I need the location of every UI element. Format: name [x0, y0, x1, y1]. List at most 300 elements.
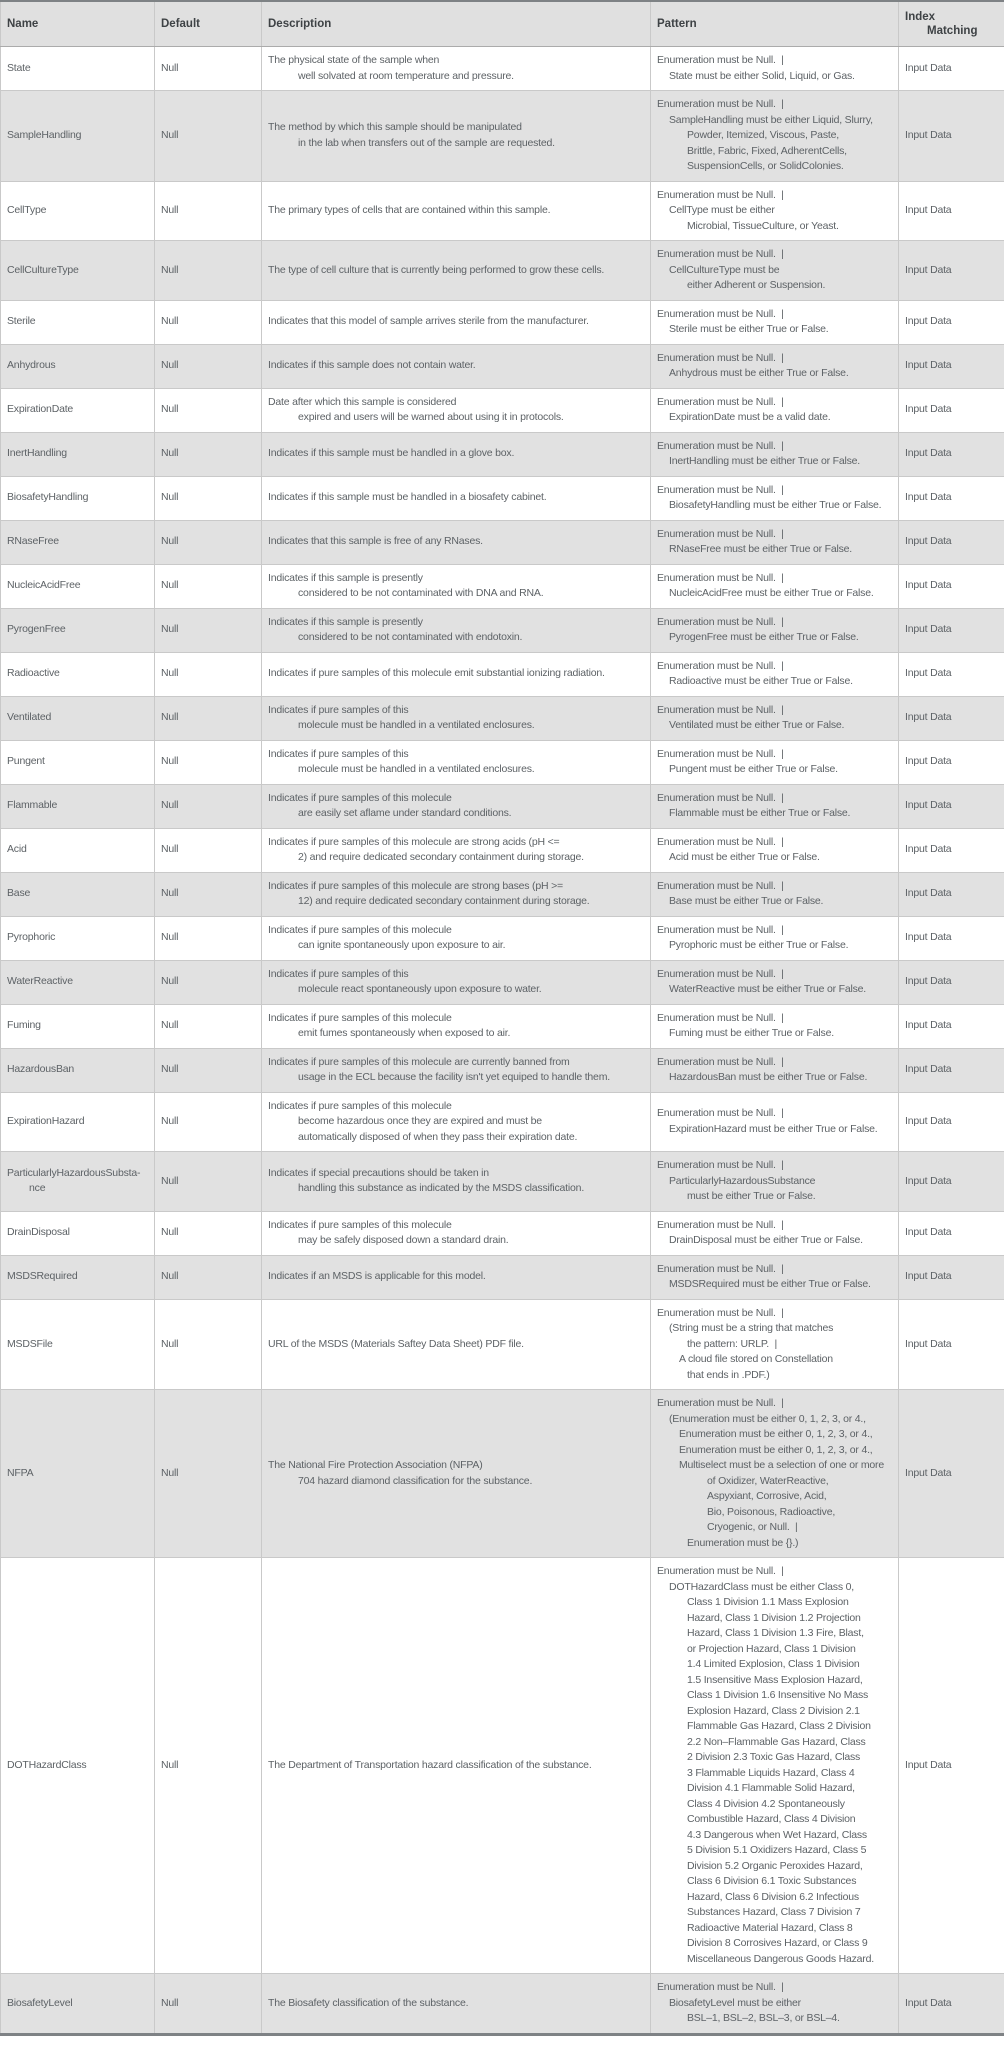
- cell-default: [155, 828, 262, 872]
- text-line: 1.5 Insensitive Mass Explosion Hazard,: [687, 1673, 863, 1686]
- table-row: [1, 520, 1004, 564]
- text-line: Input Data: [905, 623, 952, 636]
- text-line: expired and users will be warned about using it in protocols.: [298, 411, 564, 423]
- text-line: Pyrophoric must be either True or False.: [669, 939, 849, 951]
- cell-name: [1, 388, 155, 432]
- text-line: (Enumeration must be either 0, 1, 2, 3, or 4.,: [669, 1412, 866, 1425]
- text-line: 2.2 Non–Flammable Gas Hazard, Class: [687, 1735, 866, 1748]
- cell-description: [262, 1390, 651, 1558]
- text-line: Input Data: [905, 491, 952, 504]
- cell-name: [1, 960, 155, 1004]
- cell-name: [1, 696, 155, 740]
- cell-pattern: [651, 828, 899, 872]
- text-line: Null: [161, 61, 179, 74]
- table-row: [1, 1974, 1004, 2035]
- table-row: [1, 1004, 1004, 1048]
- text-line: Indicates if pure samples of this: [268, 747, 409, 760]
- text-line: Class 1 Division 1.6 Insensitive No Mass: [687, 1689, 869, 1701]
- cell-default: [155, 872, 262, 916]
- cell-default: [155, 1255, 262, 1299]
- text-line: Enumeration must be Null. |: [657, 1565, 784, 1577]
- text-line: Sterile must be either True or False.: [669, 323, 829, 335]
- text-line: SampleHandling: [7, 129, 82, 141]
- cell-default: [155, 300, 262, 344]
- column-header-pattern: [651, 1, 899, 47]
- text-line: 3 Flammable Liquids Hazard, Class 4: [687, 1766, 855, 1779]
- cell-pattern: [651, 652, 899, 696]
- cell-default: [155, 1299, 262, 1390]
- table-row: [1, 872, 1004, 916]
- text-line: 12) and require dedicated secondary containment during storage.: [298, 895, 590, 907]
- text-line: that ends in .PDF.): [687, 1368, 770, 1381]
- cell-index-matching: [899, 1255, 1004, 1299]
- text-line: Input Data: [905, 799, 952, 812]
- cell-description: [262, 828, 651, 872]
- text-line: BiosafetyHandling must be either True or False.: [669, 499, 882, 511]
- text-line: can ignite spontaneously upon exposure to air.: [298, 939, 506, 951]
- cell-pattern: [651, 1092, 899, 1152]
- text-line: nce: [29, 1182, 46, 1195]
- text-line: Input Data: [905, 579, 952, 592]
- table-row: [1, 1048, 1004, 1092]
- text-line: Null: [161, 1226, 179, 1239]
- table-row: [1, 696, 1004, 740]
- table-row: [1, 432, 1004, 476]
- cell-description: [262, 1299, 651, 1390]
- cell-name: [1, 916, 155, 960]
- text-line: Hazard, Class 1 Division 1.2 Projection: [687, 1611, 861, 1624]
- cell-description: [262, 1255, 651, 1299]
- cell-description: [262, 1092, 651, 1152]
- text-line: molecule must be handled in a ventilated enclosures.: [298, 719, 535, 731]
- text-line: Enumeration must be Null. |: [657, 615, 784, 628]
- cell-index-matching: [899, 91, 1004, 182]
- text-line: Ventilated: [7, 711, 52, 724]
- text-line: Aspyxiant, Corrosive, Acid,: [707, 1490, 827, 1502]
- text-line: NucleicAcidFree: [7, 579, 81, 592]
- text-line: Bio, Poisonous, Radioactive,: [707, 1505, 836, 1518]
- text-line: in the lab when transfers out of the sample are requested.: [298, 136, 555, 149]
- cell-name: [1, 241, 155, 301]
- cell-pattern: [651, 1211, 899, 1255]
- cell-name: [1, 1211, 155, 1255]
- text-line: Null: [161, 1337, 179, 1350]
- text-line: The Department of Transportation hazard classification of the substance.: [268, 1758, 592, 1771]
- header-row: [1, 1, 1004, 47]
- cell-default: [155, 388, 262, 432]
- text-line: Index: [905, 11, 936, 23]
- text-line: Input Data: [905, 887, 952, 900]
- text-line: CellCultureType: [7, 263, 79, 276]
- text-line: Indicates if an MSDS is applicable for this model.: [268, 1270, 486, 1283]
- text-line: Null: [161, 975, 179, 988]
- text-line: Enumeration must be Null. |: [657, 527, 784, 540]
- text-line: Input Data: [905, 711, 952, 724]
- cell-pattern: [651, 872, 899, 916]
- text-line: Input Data: [905, 1996, 952, 2009]
- cell-description: [262, 784, 651, 828]
- cell-description: [262, 1004, 651, 1048]
- cell-index-matching: [899, 916, 1004, 960]
- text-line: Null: [161, 711, 179, 724]
- text-line: Enumeration must be Null. |: [657, 791, 784, 804]
- cell-pattern: [651, 344, 899, 388]
- text-line: Date after which this sample is considered: [268, 395, 457, 408]
- text-line: Null: [161, 755, 179, 768]
- text-line: Class 4 Division 4.2 Spontaneously: [687, 1797, 845, 1810]
- text-line: Pyrophoric: [7, 931, 56, 944]
- cell-name: [1, 1048, 155, 1092]
- text-line: usage in the ECL because the facility isn't yet equiped to handle them.: [298, 1071, 610, 1083]
- text-line: Null: [161, 1174, 179, 1187]
- text-line: The type of cell culture that is currently being performed to grow these cells.: [268, 263, 605, 276]
- cell-description: [262, 1558, 651, 1974]
- cell-description: [262, 960, 651, 1004]
- text-line: DrainDisposal: [7, 1226, 70, 1239]
- cell-description: [262, 740, 651, 784]
- cell-index-matching: [899, 1558, 1004, 1974]
- text-line: the pattern: URLP. |: [687, 1337, 777, 1350]
- table-row: [1, 47, 1004, 91]
- text-line: Null: [161, 799, 179, 812]
- text-line: Null: [161, 1115, 179, 1127]
- text-line: BiosafetyLevel: [7, 1996, 73, 2009]
- cell-name: [1, 520, 155, 564]
- text-line: 5 Division 5.1 Oxidizers Hazard, Class 5: [687, 1844, 867, 1856]
- text-line: Pungent: [7, 755, 45, 768]
- column-header-index-matching: [899, 1, 1004, 47]
- text-line: Division 8 Corrosives Hazard, or Class 9: [687, 1937, 868, 1949]
- table-row: [1, 181, 1004, 241]
- text-line: 2) and require dedicated secondary containment during storage.: [298, 851, 584, 863]
- text-line: Brittle, Fabric, Fixed, AdherentCells,: [687, 144, 847, 157]
- text-line: The primary types of cells that are contained within this sample.: [268, 204, 551, 216]
- cell-default: [155, 1092, 262, 1152]
- text-line: DOTHazardClass must be either Class 0,: [669, 1580, 854, 1593]
- text-line: Indicates if this sample must be handled in a biosafety cabinet.: [268, 491, 547, 504]
- table-row: [1, 1092, 1004, 1152]
- cell-default: [155, 432, 262, 476]
- cell-default: [155, 784, 262, 828]
- cell-index-matching: [899, 1152, 1004, 1212]
- text-line: automatically disposed of when they pass their expiration date.: [298, 1130, 578, 1143]
- text-line: Input Data: [905, 1270, 952, 1283]
- text-line: Null: [161, 931, 179, 944]
- cell-index-matching: [899, 872, 1004, 916]
- cell-default: [155, 344, 262, 388]
- cell-index-matching: [899, 828, 1004, 872]
- cell-index-matching: [899, 1211, 1004, 1255]
- text-line: Input Data: [905, 403, 952, 416]
- cell-description: [262, 91, 651, 182]
- cell-index-matching: [899, 476, 1004, 520]
- text-line: handling this substance as indicated by the MSDS classification.: [298, 1182, 585, 1195]
- cell-index-matching: [899, 1299, 1004, 1390]
- text-line: Null: [161, 579, 179, 592]
- text-line: Indicates if this sample does not contain water.: [268, 359, 476, 372]
- text-line: Indicates if pure samples of this molecule: [268, 923, 452, 936]
- cell-index-matching: [899, 652, 1004, 696]
- table-row: [1, 608, 1004, 652]
- text-line: Enumeration must be Null. |: [657, 923, 784, 936]
- text-line: Hazard, Class 1 Division 1.3 Fire, Blast,: [687, 1627, 864, 1639]
- cell-index-matching: [899, 608, 1004, 652]
- text-line: Indicates if pure samples of this: [268, 703, 409, 716]
- cell-pattern: [651, 564, 899, 608]
- text-line: 4.3 Dangerous when Wet Hazard, Class: [687, 1828, 867, 1841]
- column-header-description: [262, 1, 651, 47]
- cell-pattern: [651, 696, 899, 740]
- text-line: Null: [161, 667, 179, 680]
- text-line: Input Data: [905, 931, 952, 944]
- text-line: Ventilated must be either True or False.: [669, 719, 845, 731]
- cell-default: [155, 91, 262, 182]
- text-line: Cryogenic, or Null. |: [707, 1521, 798, 1533]
- table-row: [1, 1152, 1004, 1212]
- text-line: Enumeration must be Null. |: [657, 1981, 784, 1993]
- cell-index-matching: [899, 432, 1004, 476]
- text-line: Enumeration must be Null. |: [657, 1011, 784, 1024]
- text-line: ExpirationHazard: [7, 1115, 85, 1127]
- text-line: Enumeration must be Null. |: [657, 1159, 784, 1171]
- cell-default: [155, 1152, 262, 1212]
- cell-pattern: [651, 241, 899, 301]
- text-line: Class 1 Division 1.1 Mass Explosion: [687, 1596, 849, 1608]
- text-line: emit fumes spontaneously when exposed to air.: [298, 1027, 511, 1039]
- text-line: Null: [161, 1996, 179, 2009]
- table-row: [1, 344, 1004, 388]
- cell-pattern: [651, 1558, 899, 1974]
- text-line: Null: [161, 887, 179, 900]
- cell-pattern: [651, 91, 899, 182]
- cell-name: [1, 1390, 155, 1558]
- cell-pattern: [651, 520, 899, 564]
- cell-index-matching: [899, 960, 1004, 1004]
- text-line: Acid: [7, 843, 27, 856]
- text-line: MSDSFile: [7, 1337, 53, 1350]
- table-row: [1, 1390, 1004, 1558]
- column-header-name: [1, 1, 155, 47]
- text-line: The physical state of the sample when: [268, 54, 440, 66]
- cell-name: [1, 47, 155, 91]
- text-line: Microbial, TissueCulture, or Yeast.: [687, 219, 839, 232]
- text-line: Input Data: [905, 263, 952, 276]
- cell-default: [155, 1004, 262, 1048]
- table-row: [1, 784, 1004, 828]
- cell-name: [1, 872, 155, 916]
- cell-pattern: [651, 476, 899, 520]
- text-line: Division 4.1 Flammable Solid Hazard,: [687, 1782, 855, 1794]
- cell-pattern: [651, 784, 899, 828]
- cell-default: [155, 1974, 262, 2035]
- cell-pattern: [651, 432, 899, 476]
- text-line: ExpirationHazard must be either True or False.: [669, 1122, 878, 1135]
- text-line: Input Data: [905, 1466, 952, 1479]
- text-line: Enumeration must be Null. |: [657, 248, 784, 260]
- cell-name: [1, 1974, 155, 2035]
- cell-default: [155, 520, 262, 564]
- cell-index-matching: [899, 784, 1004, 828]
- cell-pattern: [651, 1004, 899, 1048]
- cell-pattern: [651, 740, 899, 784]
- text-line: Anhydrous must be either True or False.: [669, 367, 849, 379]
- cell-index-matching: [899, 1974, 1004, 2035]
- text-line: well solvated at room temperature and pressure.: [298, 69, 514, 82]
- cell-name: [1, 1558, 155, 1974]
- text-line: Enumeration must be Null. |: [657, 703, 784, 716]
- cell-default: [155, 564, 262, 608]
- text-line: ExpirationDate must be a valid date.: [669, 411, 831, 423]
- text-line: Flammable Gas Hazard, Class 2 Division: [687, 1720, 871, 1732]
- text-line: CellType must be either: [669, 204, 775, 216]
- text-line: Input Data: [905, 1758, 952, 1771]
- text-line: Hazard, Class 6 Division 6.2 Infectious: [687, 1890, 859, 1903]
- text-line: Input Data: [905, 755, 952, 768]
- text-line: Enumeration must be Null. |: [657, 439, 784, 452]
- cell-name: [1, 652, 155, 696]
- text-line: InertHandling: [7, 447, 67, 460]
- cell-index-matching: [899, 520, 1004, 564]
- text-line: MSDSRequired must be either True or False.: [669, 1278, 871, 1290]
- text-line: The Biosafety classification of the substance.: [268, 1996, 469, 2009]
- text-line: 704 hazard diamond classification for the substance.: [298, 1474, 533, 1487]
- text-line: The method by which this sample should be manipulated: [268, 121, 522, 134]
- text-line: Null: [161, 129, 179, 141]
- table-row: [1, 1299, 1004, 1390]
- text-line: Enumeration must be {}.): [687, 1536, 799, 1549]
- text-line: Input Data: [905, 359, 952, 372]
- cell-name: [1, 828, 155, 872]
- text-line: BSL–1, BSL–2, BSL–3, or BSL–4.: [687, 2012, 840, 2024]
- text-line: Enumeration must be Null. |: [657, 54, 784, 66]
- text-line: molecule react spontaneously upon exposure to water.: [298, 983, 542, 995]
- cell-index-matching: [899, 1004, 1004, 1048]
- text-line: NFPA: [7, 1466, 34, 1479]
- text-line: Pattern: [657, 18, 697, 30]
- text-line: Null: [161, 263, 179, 276]
- text-line: Enumeration must be Null. |: [657, 967, 784, 980]
- text-line: Enumeration must be Null. |: [657, 1218, 784, 1231]
- text-line: Explosion Hazard, Class 2 Division 2.1: [687, 1704, 860, 1717]
- text-line: Null: [161, 447, 179, 460]
- text-line: A cloud file stored on Constellation: [679, 1353, 833, 1365]
- text-line: Indicates if this sample is presently: [268, 571, 423, 584]
- text-line: HazardousBan must be either True or False.: [669, 1071, 868, 1083]
- cell-description: [262, 564, 651, 608]
- cell-name: [1, 300, 155, 344]
- text-line: Enumeration must be Null. |: [657, 747, 784, 760]
- text-line: Indicates if this sample is presently: [268, 615, 423, 628]
- text-line: Indicates if pure samples of this molecule emit substantial ionizing radiation.: [268, 667, 605, 680]
- cell-default: [155, 476, 262, 520]
- text-line: Flammable: [7, 799, 58, 812]
- text-line: RNaseFree: [7, 535, 59, 548]
- cell-index-matching: [899, 300, 1004, 344]
- text-line: Enumeration must be Null. |: [657, 835, 784, 848]
- cell-pattern: [651, 1390, 899, 1558]
- text-line: Enumeration must be Null. |: [657, 395, 784, 408]
- cell-description: [262, 1211, 651, 1255]
- cell-description: [262, 652, 651, 696]
- text-line: NucleicAcidFree must be either True or False.: [669, 587, 874, 599]
- text-line: 1.4 Limited Explosion, Class 1 Division: [687, 1658, 860, 1670]
- text-line: Base must be either True or False.: [669, 895, 824, 907]
- cell-description: [262, 181, 651, 241]
- text-line: Null: [161, 1019, 179, 1032]
- text-line: Description: [268, 18, 332, 30]
- cell-name: [1, 344, 155, 388]
- text-line: become hazardous once they are expired and must be: [298, 1115, 542, 1127]
- text-line: Radioactive: [7, 667, 60, 680]
- text-line: Fuming: [7, 1019, 41, 1032]
- text-line: Indicates if special precautions should be taken in: [268, 1166, 489, 1179]
- text-line: Enumeration must be Null. |: [657, 1055, 784, 1068]
- text-line: Input Data: [905, 1019, 952, 1032]
- text-line: Multiselect must be a selection of one or more: [679, 1459, 884, 1471]
- text-line: Null: [161, 1063, 179, 1076]
- text-line: ParticularlyHazardousSubstance: [669, 1174, 816, 1187]
- text-line: Enumeration must be Null. |: [657, 571, 784, 584]
- text-line: must be either True or False.: [687, 1190, 816, 1202]
- text-line: Null: [161, 1466, 179, 1479]
- cell-default: [155, 1558, 262, 1974]
- text-line: Miscellaneous Dangerous Goods Hazard.: [687, 1952, 874, 1965]
- cell-default: [155, 1390, 262, 1558]
- cell-default: [155, 1048, 262, 1092]
- text-line: Sterile: [7, 315, 36, 328]
- cell-pattern: [651, 181, 899, 241]
- text-line: considered to be not contaminated with endotoxin.: [298, 631, 523, 643]
- text-line: Flammable must be either True or False.: [669, 807, 851, 819]
- table-row: [1, 476, 1004, 520]
- text-line: State must be either Solid, Liquid, or Gas.: [669, 69, 855, 82]
- text-line: or Projection Hazard, Class 1 Division: [687, 1642, 856, 1655]
- cell-name: [1, 1299, 155, 1390]
- cell-description: [262, 916, 651, 960]
- text-line: Acid must be either True or False.: [669, 851, 820, 863]
- cell-description: [262, 608, 651, 652]
- cell-default: [155, 241, 262, 301]
- text-line: WaterReactive must be either True or False.: [669, 983, 867, 995]
- cell-index-matching: [899, 564, 1004, 608]
- text-line: ParticularlyHazardousSubsta-: [7, 1166, 141, 1179]
- text-line: Input Data: [905, 975, 952, 988]
- text-line: Anhydrous: [7, 359, 56, 372]
- text-line: Indicates if pure samples of this molecule are currently banned from: [268, 1055, 570, 1068]
- text-line: Null: [161, 359, 179, 372]
- text-line: Indicates if pure samples of this molecule: [268, 791, 452, 804]
- text-line: Input Data: [905, 1115, 952, 1127]
- text-line: Enumeration must be Null. |: [657, 1397, 784, 1409]
- cell-description: [262, 696, 651, 740]
- text-line: Enumeration must be Null. |: [657, 1306, 784, 1319]
- text-line: Default: [161, 18, 200, 30]
- text-line: Input Data: [905, 843, 952, 856]
- table-row: [1, 241, 1004, 301]
- cell-name: [1, 432, 155, 476]
- text-line: Indicates if pure samples of this molecule: [268, 1099, 452, 1112]
- cell-pattern: [651, 47, 899, 91]
- text-line: Matching: [927, 25, 978, 37]
- text-line: Enumeration must be Null. |: [657, 351, 784, 364]
- text-line: (String must be a string that matches: [669, 1322, 834, 1334]
- text-line: 2 Division 2.3 Toxic Gas Hazard, Class: [687, 1751, 861, 1763]
- cell-default: [155, 916, 262, 960]
- table-body: [1, 47, 1004, 2035]
- cell-description: [262, 476, 651, 520]
- cell-pattern: [651, 300, 899, 344]
- text-line: Indicates if pure samples of this molecule are strong acids (pH <=: [268, 835, 560, 848]
